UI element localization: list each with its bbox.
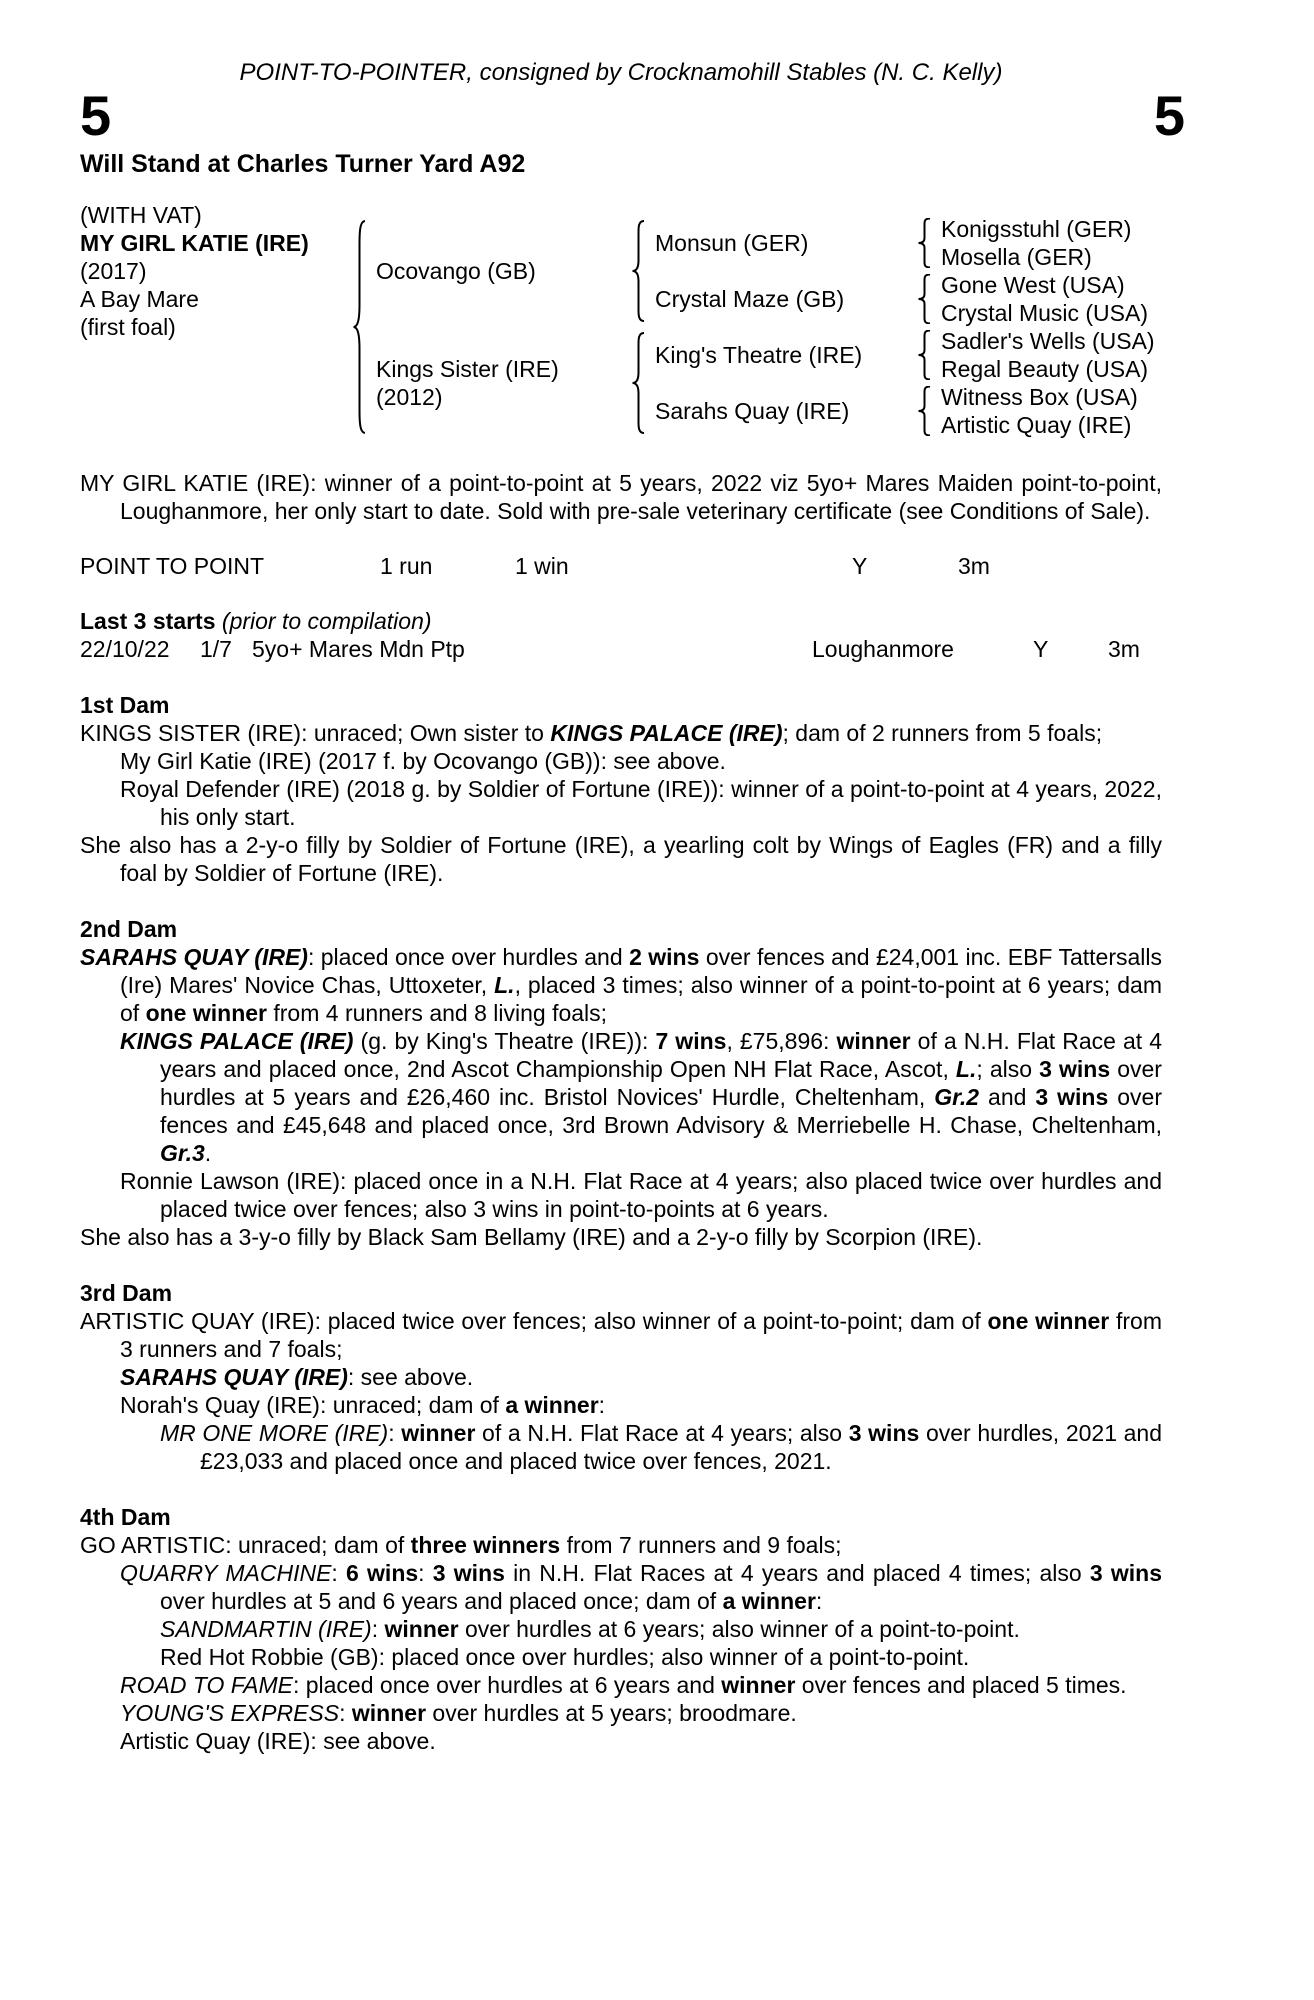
section-3rd-dam [80, 1279, 1162, 1475]
last-start-row [80, 635, 1314, 663]
pedigree-paragraph: KINGS PALACE (IRE) (g. by King's Theatre (IRE)): 7 wins, £75,896: winner of a N.H. Flat Race at 4 years and placed once, 2nd Ascot Championship Open NH Flat Race, Ascot, L.; also 3 wins over hurdles at 5 years and £26,460 inc. Bristol Novices' Hurdle, Cheltenham, Gr.2 and 3 wins over fences and £45,648 and placed once, 3rd Brown Advisory & Merriebelle H. Chase, Cheltenham, Gr.3. [120, 1028, 1162, 1166]
pedigree-table [80, 201, 1314, 439]
subject-color-sex: A Bay Mare [80, 286, 199, 312]
ancestor-name: Crystal Music (USA) [941, 300, 1149, 326]
pedigree-brace-icon [629, 215, 655, 327]
pedigree-subject [80, 201, 350, 439]
section-heading: 4th Dam [80, 1504, 171, 1530]
race-record-category: POINT TO POINT [80, 553, 265, 579]
pedigree-paragraph: SARAHS QUAY (IRE): see above. [120, 1364, 474, 1390]
last-starts-heading-bold: Last 3 starts [80, 608, 216, 634]
stand-location-note: Will Stand at Charles Turner Yard A92 [80, 150, 526, 178]
start-race: 5yo+ Mares Mdn Ptp [252, 636, 465, 662]
vat-note: (WITH VAT) [80, 202, 202, 228]
pedigree-paragraph: GO ARTISTIC: unraced; dam of three winners from 7 runners and 9 foals; [80, 1532, 842, 1558]
dam-name: Kings Sister (IRE) (2012) [376, 356, 559, 410]
dam-dam-name: Sarahs Quay (IRE) [655, 397, 850, 424]
start-venue: Loughanmore [812, 636, 954, 662]
pedigree-paragraph: YOUNG'S EXPRESS: winner over hurdles at 5 years; broodmare. [120, 1700, 797, 1726]
dam-sire-name: King's Theatre (IRE) [655, 341, 863, 368]
dam-block [376, 327, 1155, 439]
pedigree-brace-icon [629, 327, 655, 439]
pedigree-generations [350, 215, 1155, 439]
section-heading: 3rd Dam [80, 1280, 173, 1306]
pedigree-paragraph: ARTISTIC QUAY (IRE): placed twice over fences; also winner of a point-to-point; dam of one winner from 3 runners and 7 foals; [80, 1308, 1162, 1362]
pedigree-paragraph: Norah's Quay (IRE): unraced; dam of a winner: [120, 1392, 606, 1418]
race-record-row [80, 553, 1314, 581]
subject-description: MY GIRL KATIE (IRE): winner of a point-to-point at 5 years, 2022 viz 5yo+ Mares Maiden point-to-point, Loughanmore, her only start to date. Sold with pre-sale veterinary certificate (see Conditions of Sale). [80, 470, 1162, 524]
last-starts-heading-italic: (prior to compilation) [215, 608, 432, 634]
pedigree-paragraph: MR ONE MORE (IRE): winner of a N.H. Flat Race at 4 years; also 3 wins over hurdles, 2021 and £23,033 and placed once and placed twice over fences, 2021. [160, 1420, 1163, 1474]
sire-name: Ocovango (GB) [376, 258, 536, 284]
sire-dam-name: Crystal Maze (GB) [655, 285, 845, 312]
section-2nd-dam [80, 915, 1162, 1251]
ancestor-name: Regal Beauty (USA) [941, 356, 1149, 382]
pedigree-paragraph: My Girl Katie (IRE) (2017 f. by Ocovango (GB)): see above. [120, 748, 726, 774]
pedigree-paragraph: SARAHS QUAY (IRE): placed once over hurdles and 2 wins over fences and £24,001 inc. EBF Tattersalls (Ire) Mares' Novice Chas, Uttoxeter, L., placed 3 times; also winner of a point-to-point at 6 years; dam of one winner from 4 runners and 8 living foals; [80, 944, 1162, 1026]
lot-number-left: 5 [80, 84, 112, 147]
section-4th-dam [80, 1503, 1162, 1755]
pedigree-paragraph: Red Hot Robbie (GB): placed once over hurdles; also winner of a point-to-point. [160, 1644, 970, 1670]
start-going: Y [1033, 636, 1049, 662]
start-date: 22/10/22 [80, 636, 170, 662]
ancestor-name: Sadler's Wells (USA) [941, 328, 1155, 354]
pedigree-paragraph: QUARRY MACHINE: 6 wins: 3 wins in N.H. Flat Races at 4 years and placed 4 times; also 3 wins over hurdles at 5 and 6 years and placed once; dam of a winner: [120, 1560, 1163, 1614]
race-record-runs: 1 run [380, 553, 433, 579]
ancestor-name: Witness Box (USA) [941, 384, 1138, 410]
ancestor-name: Mosella (GER) [941, 244, 1092, 270]
pedigree-brace-icon [915, 215, 941, 271]
pedigree-paragraph: ROAD TO FAME: placed once over hurdles at 6 years and winner over fences and placed 5 times. [120, 1672, 1127, 1698]
subject-foal-note: (first foal) [80, 314, 176, 340]
pedigree-brace-icon [915, 271, 941, 327]
consignment-header: POINT-TO-POINTER, consigned by Crocknamohill Stables (N. C. Kelly) [239, 59, 1003, 86]
pedigree-brace-icon [915, 327, 941, 383]
sire-sire-name: Monsun (GER) [655, 229, 809, 256]
pedigree-paragraph: She also has a 2-y-o filly by Soldier of Fortune (IRE), a yearling colt by Wings of Eagles (FR) and a filly foal by Soldier of Fortune (IRE). [80, 832, 1162, 886]
pedigree-paragraph: KINGS SISTER (IRE): unraced; Own sister to KINGS PALACE (IRE); dam of 2 runners from 5 foals; [80, 720, 1103, 746]
start-distance: 3m [1108, 636, 1140, 662]
subject-name: MY GIRL KATIE (IRE) (2017) [80, 230, 309, 284]
ancestor-name: Gone West (USA) [941, 272, 1125, 298]
pedigree-paragraph: Ronnie Lawson (IRE): placed once in a N.H. Flat Race at 4 years; also placed twice over hurdles and placed twice over fences; also 3 wins in point-to-points at 6 years. [120, 1168, 1162, 1222]
last-starts-heading [80, 607, 1314, 635]
pedigree-brace-icon [350, 215, 376, 439]
lot-number-row [80, 84, 1185, 147]
pedigree-paragraph: Royal Defender (IRE) (2018 g. by Soldier of Fortune (IRE)): winner of a point-to-point at 4 years, 2022, his only start. [120, 776, 1162, 830]
pedigree-brace-icon [915, 383, 941, 439]
race-record-distance: 3m [958, 553, 990, 579]
section-heading: 2nd Dam [80, 916, 178, 942]
pedigree-paragraph: She also has a 3-y-o filly by Black Sam Bellamy (IRE) and a 2-y-o filly by Scorpion (IRE). [80, 1224, 983, 1250]
ancestor-name: Konigsstuhl (GER) [941, 216, 1132, 242]
pedigree-paragraph: Artistic Quay (IRE): see above. [120, 1728, 436, 1754]
lot-number-right: 5 [1153, 84, 1185, 147]
last-starts-block [80, 607, 1314, 663]
section-heading: 1st Dam [80, 692, 170, 718]
race-record-wins: 1 win [515, 553, 569, 579]
pedigree-paragraph: SANDMARTIN (IRE): winner over hurdles at 6 years; also winner of a point-to-point. [160, 1616, 1020, 1642]
start-position: 1/7 [200, 636, 232, 662]
ancestor-name: Artistic Quay (IRE) [941, 412, 1132, 438]
sire-block [376, 215, 1155, 327]
section-1st-dam [80, 691, 1162, 887]
race-record-going: Y [852, 553, 868, 579]
